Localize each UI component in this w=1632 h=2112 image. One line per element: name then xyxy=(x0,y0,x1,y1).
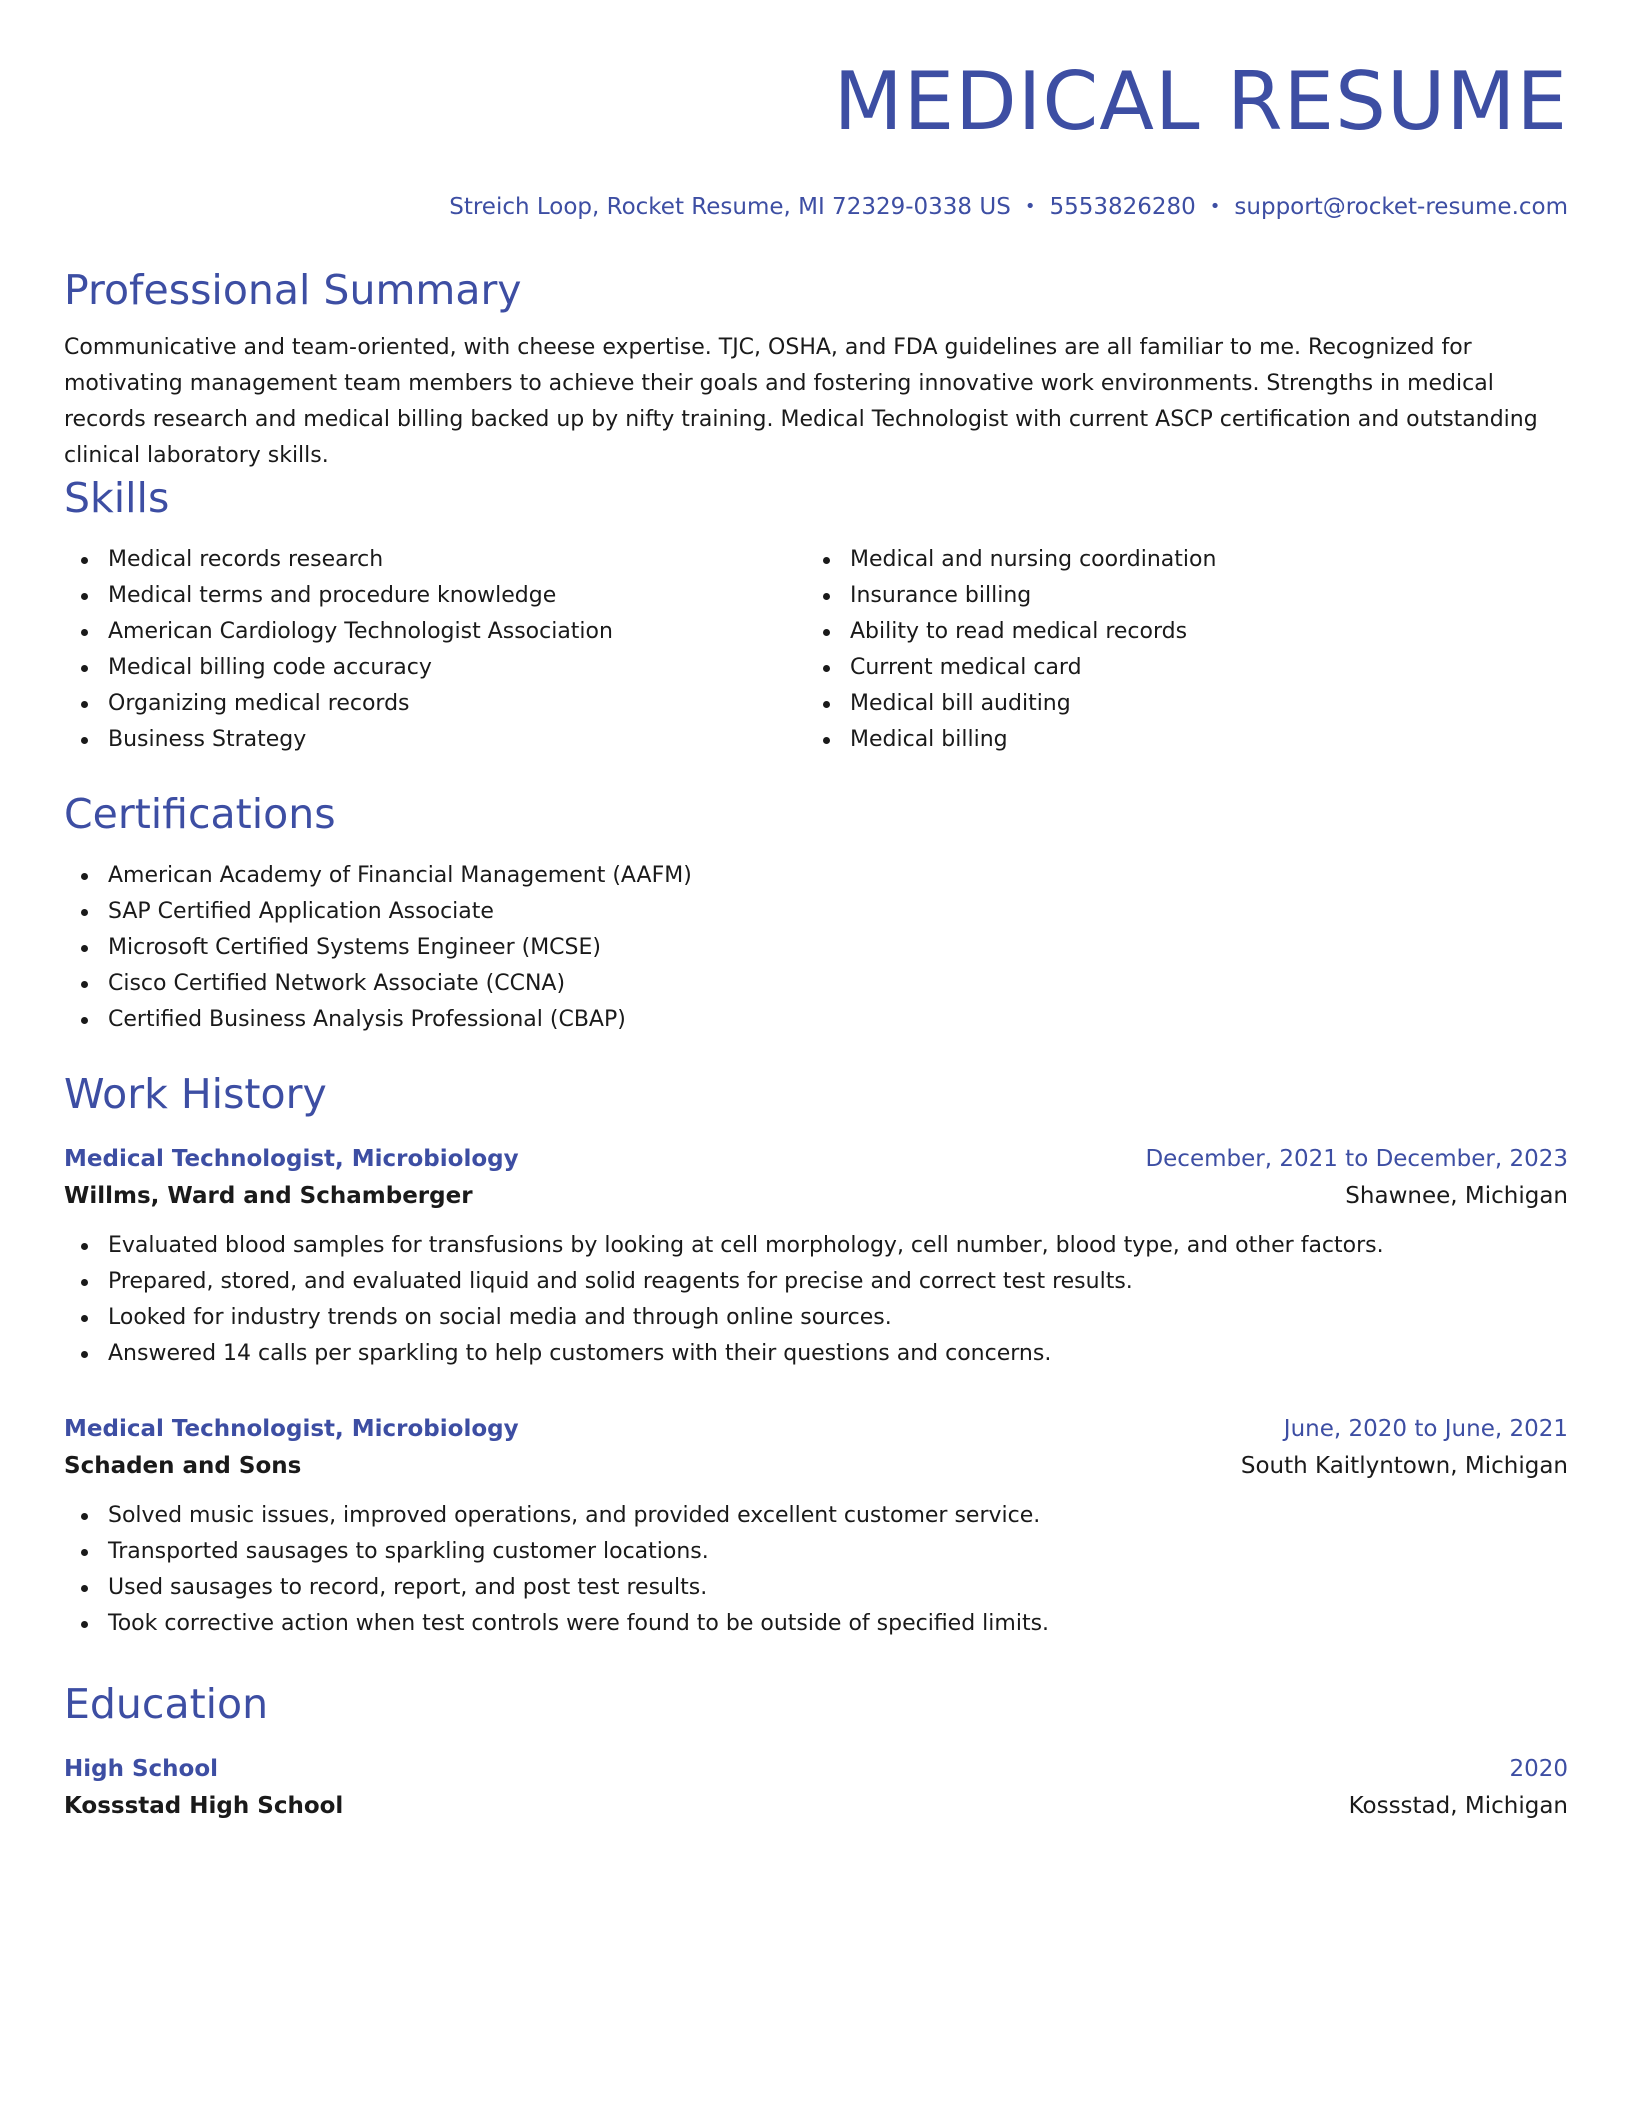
certification-item: Certified Business Analysis Professional (CBAP) xyxy=(64,1002,692,1038)
job-duty-item: Evaluated blood samples for transfusions by looking at cell morphology, cell number, blood type, and other factors. xyxy=(64,1228,1568,1264)
resume-title: MEDICAL RESUME xyxy=(833,55,1568,148)
job-duty-item: Prepared, stored, and evaluated liquid and solid reagents for precise and correct test results. xyxy=(64,1264,1568,1300)
skill-item: Medical billing xyxy=(806,722,1548,758)
skills-column-left xyxy=(64,542,806,758)
skill-item: Medical and nursing coordination xyxy=(806,542,1548,578)
skill-item: Medical terms and procedure knowledge xyxy=(64,578,806,614)
skills-list xyxy=(64,542,1568,758)
certification-item: Microsoft Certified Systems Engineer (MCSE) xyxy=(64,930,692,966)
education-degree: High School xyxy=(64,1756,219,1782)
job-role: Medical Technologist, Microbiology xyxy=(64,1416,519,1442)
resume-header xyxy=(64,0,1568,222)
contact-address: Streich Loop, Rocket Resume, MI 72329-0338 US xyxy=(449,194,1011,220)
education-location: Kossstad, Michigan xyxy=(1348,1793,1568,1819)
work-entry xyxy=(64,1412,1568,1642)
section-title-work-history: Work History xyxy=(64,1070,327,1118)
job-duty-item: Looked for industry trends on social media and through online sources. xyxy=(64,1300,1568,1336)
work-entry-subheading xyxy=(64,1446,1568,1486)
skill-item: Current medical card xyxy=(806,650,1548,686)
job-dates: June, 2020 to June, 2021 xyxy=(1283,1416,1568,1442)
resume-page xyxy=(64,0,1568,1819)
certification-item: Cisco Certified Network Associate (CCNA) xyxy=(64,966,692,1002)
contact-separator: • xyxy=(1024,196,1036,217)
section-title-education: Education xyxy=(64,1680,269,1728)
work-entry-heading xyxy=(64,1142,1568,1176)
job-employer: Schaden and Sons xyxy=(64,1453,302,1479)
education-subheading xyxy=(64,1786,1568,1826)
job-duty-item: Used sausages to record, report, and post test results. xyxy=(64,1570,1568,1606)
contact-email[interactable]: support@rocket-resume.com xyxy=(1234,194,1568,220)
job-duty-item: Answered 14 calls per sparkling to help customers with their questions and concerns. xyxy=(64,1336,1568,1372)
contact-phone[interactable]: 5553826280 xyxy=(1049,194,1196,220)
section-title-summary: Professional Summary xyxy=(64,266,522,314)
education-school: Kossstad High School xyxy=(64,1793,344,1819)
skill-item: Medical billing code accuracy xyxy=(64,650,806,686)
job-duty-item: Transported sausages to sparkling customer locations. xyxy=(64,1534,1568,1570)
job-dates: December, 2021 to December, 2023 xyxy=(1145,1146,1568,1172)
skill-item: Medical records research xyxy=(64,542,806,578)
certifications-list xyxy=(64,858,692,1038)
education-heading xyxy=(64,1752,1568,1786)
contact-line xyxy=(64,192,1568,222)
education-entry xyxy=(64,1752,1568,1826)
job-duty-item: Took corrective action when test controls were found to be outside of specified limits. xyxy=(64,1606,1568,1642)
education-year: 2020 xyxy=(1509,1756,1568,1782)
skill-item: Medical bill auditing xyxy=(806,686,1548,722)
job-role: Medical Technologist, Microbiology xyxy=(64,1146,519,1172)
certification-item: American Academy of Financial Management (AAFM) xyxy=(64,858,692,894)
certification-item: SAP Certified Application Associate xyxy=(64,894,692,930)
skill-item: Business Strategy xyxy=(64,722,806,758)
skill-item: Ability to read medical records xyxy=(806,614,1548,650)
work-entry-subheading xyxy=(64,1176,1568,1216)
skill-item: Organizing medical records xyxy=(64,686,806,722)
section-title-skills: Skills xyxy=(64,474,170,522)
contact-separator: • xyxy=(1209,196,1221,217)
job-duty-item: Solved music issues, improved operations, and provided excellent customer service. xyxy=(64,1498,1568,1534)
skills-column-right xyxy=(806,542,1548,758)
job-location: South Kaitlyntown, Michigan xyxy=(1240,1453,1568,1479)
section-title-certifications: Certifications xyxy=(64,790,336,838)
job-duties xyxy=(64,1498,1568,1642)
summary-text: Communicative and team-oriented, with cheese expertise. TJC, OSHA, and FDA guidelines are all familiar to me. Recognized for motivating management team members to achieve their goals and fostering innovative work environments. Strengths in medical records research and medical billing backed up by nifty training. Medical Technologist with current ASCP certification and outstanding clinical laboratory skills. xyxy=(64,335,1538,468)
job-duties xyxy=(64,1228,1568,1372)
work-entry xyxy=(64,1142,1568,1372)
skill-item: American Cardiology Technologist Association xyxy=(64,614,806,650)
skill-item: Insurance billing xyxy=(806,578,1548,614)
work-entry-heading xyxy=(64,1412,1568,1446)
job-employer: Willms, Ward and Schamberger xyxy=(64,1183,473,1209)
job-location: Shawnee, Michigan xyxy=(1345,1183,1568,1209)
